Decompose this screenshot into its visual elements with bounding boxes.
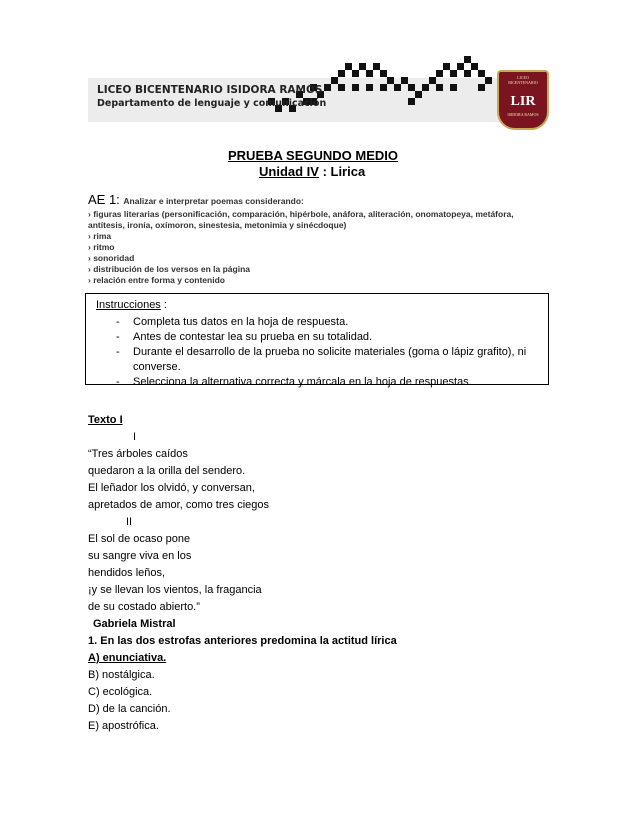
unit-rest: : Lirica: [318, 164, 366, 179]
unit-label: Unidad IV: [259, 164, 319, 179]
header-banner: [0, 0, 638, 135]
text-title: Texto I: [88, 414, 123, 426]
exam-title: PRUEBA SEGUNDO MEDIO: [228, 148, 398, 163]
instruction-item: - Durante el desarrollo de la prueba no solicite materiales (goma o lápiz grafito), ni converse.: [116, 346, 527, 373]
answer-option-a[interactable]: [88, 650, 397, 667]
poem-author: Gabriela Mistral: [93, 618, 176, 630]
ae-item: › distribución de los versos en la página: [88, 264, 251, 274]
crest-letters: LIR: [510, 94, 536, 109]
instruction-text: Durante el desarrollo de la prueba no solicite materiales (goma o lápiz grafito), ni converse.: [133, 346, 527, 373]
learning-objective: [88, 192, 548, 286]
poem-section: [88, 412, 397, 735]
answer-option-b[interactable]: B) nostálgica.: [88, 669, 155, 681]
ae-item: › relación entre forma y contenido: [88, 275, 225, 285]
instructions-list: [116, 315, 536, 390]
stanza-number: II: [126, 516, 133, 528]
answer-option-c[interactable]: C) ecológica.: [88, 686, 153, 698]
poem-line: “Tres árboles caídos: [88, 448, 188, 460]
instruction-item: - Antes de contestar lea su prueba en su totalidad.: [116, 331, 373, 343]
crest-bottom-text: ISIDORA RAMOS: [507, 112, 539, 117]
poem-line: su sangre viva en los: [88, 550, 192, 562]
crest-top-text: LICEO BICENTENARIO: [508, 75, 538, 85]
poem-line: apretados de amor, como tres ciegos: [88, 499, 269, 511]
ae-heading: [88, 192, 548, 209]
poem-line: hendidos leños,: [88, 567, 166, 579]
unit-title: [259, 164, 365, 179]
ae-text: Analizar e interpretar poemas considerando:: [123, 196, 304, 206]
answer-option-d[interactable]: D) de la canción.: [88, 703, 171, 715]
ae-item: › rima: [88, 231, 112, 241]
department-name: Departamento de lenguaje y comunicación: [97, 98, 327, 109]
poem-line: de su costado abierto.”: [88, 601, 200, 613]
instruction-item: - Selecciona la alternativa correcta y márcala en la hoja de respuestas.: [116, 376, 472, 388]
instruction-text: Selecciona la alternativa correcta y márcala en la hoja de respuestas.: [133, 376, 472, 388]
stanza-number: I: [133, 431, 137, 443]
option-a-label: A) enunciativa.: [88, 652, 167, 664]
school-name: LICEO BICENTENARIO ISIDORA RAMOS: [97, 84, 323, 96]
instructions-label: Instrucciones: [96, 299, 161, 311]
instruction-text: Completa tus datos en la hoja de respuesta.: [133, 316, 349, 328]
ae-item: › ritmo: [88, 242, 115, 252]
poem-line: ¡y se llevan los vientos, la fragancia: [88, 584, 262, 596]
poem-line: quedaron a la orilla del sendero.: [88, 465, 246, 477]
answer-option-e[interactable]: E) apostrófica.: [88, 720, 159, 732]
school-name-block: [97, 84, 326, 110]
question-text: 1. En las dos estrofas anteriores predomina la actitud lírica: [88, 635, 397, 647]
school-crest: [497, 70, 549, 130]
ae-item: › sonoridad: [88, 253, 135, 263]
instructions-colon: :: [160, 299, 167, 311]
poem-line: El leñador los olvidó, y conversan,: [88, 482, 255, 494]
ae-item: › figuras literarias (personificación, comparación, hipérbole, anáfora, aliteración, onomatopeya, metáfora, antítesis, ironía, oxímoron, sinestesia, metonimia y sinécdoque): [88, 209, 514, 230]
poem-line: El sol de ocaso pone: [88, 533, 191, 545]
instructions-title: [96, 298, 167, 313]
ae-label: AE 1:: [88, 192, 120, 207]
instruction-item: - Completa tus datos en la hoja de respuesta.: [116, 316, 349, 328]
instructions-box: [85, 293, 549, 388]
instruction-text: Antes de contestar lea su prueba en su totalidad.: [133, 331, 373, 343]
